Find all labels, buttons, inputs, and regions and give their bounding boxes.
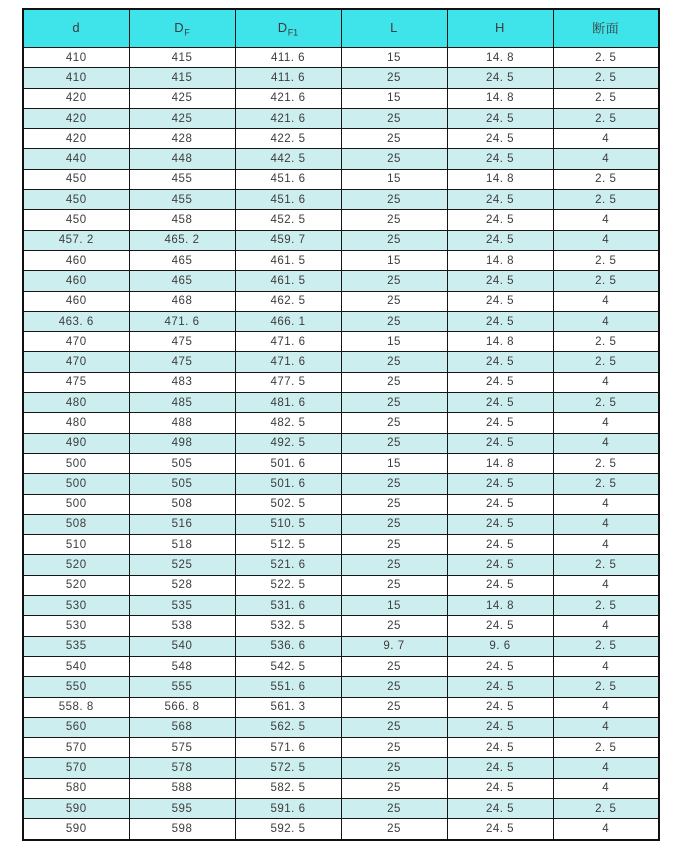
cell-section: 2. 5	[553, 636, 659, 656]
cell-df1: 521. 6	[235, 555, 341, 575]
table-row	[23, 596, 659, 616]
cell-l: 25	[341, 778, 447, 798]
cell-l: 25	[341, 393, 447, 413]
cell-df: 538	[129, 616, 235, 636]
table-row	[23, 108, 659, 128]
cell-h: 24. 5	[447, 311, 553, 331]
cell-df: 588	[129, 778, 235, 798]
cell-df1: 442. 5	[235, 149, 341, 169]
table-body	[23, 48, 659, 840]
cell-d: 580	[23, 778, 129, 798]
cell-df: 475	[129, 332, 235, 352]
cell-d: 450	[23, 190, 129, 210]
dimension-table-wrap	[22, 8, 660, 841]
table-row	[23, 758, 659, 778]
cell-l: 25	[341, 108, 447, 128]
cell-section: 2. 5	[553, 332, 659, 352]
cell-h: 24. 5	[447, 656, 553, 676]
cell-df: 525	[129, 555, 235, 575]
cell-section: 2. 5	[553, 596, 659, 616]
cell-df: 505	[129, 474, 235, 494]
cell-h: 24. 5	[447, 413, 553, 433]
cell-l: 25	[341, 697, 447, 717]
cell-section: 4	[553, 616, 659, 636]
cell-df: 425	[129, 88, 235, 108]
cell-l: 25	[341, 210, 447, 230]
cell-h: 24. 5	[447, 108, 553, 128]
cell-df: 508	[129, 494, 235, 514]
cell-df: 598	[129, 819, 235, 840]
cell-df1: 572. 5	[235, 758, 341, 778]
cell-d: 420	[23, 129, 129, 149]
cell-df1: 571. 6	[235, 738, 341, 758]
cell-df1: 512. 5	[235, 535, 341, 555]
cell-l: 25	[341, 717, 447, 737]
cell-section: 4	[553, 149, 659, 169]
cell-h: 24. 5	[447, 68, 553, 88]
cell-d: 457. 2	[23, 230, 129, 250]
cell-l: 25	[341, 738, 447, 758]
cell-h: 24. 5	[447, 555, 553, 575]
cell-h: 24. 5	[447, 291, 553, 311]
table-row	[23, 555, 659, 575]
cell-d: 500	[23, 474, 129, 494]
cell-section: 4	[553, 311, 659, 331]
header-cell-df1: $D_{F1}$	[235, 9, 341, 48]
cell-section: 2. 5	[553, 352, 659, 372]
cell-h: 24. 5	[447, 433, 553, 453]
cell-df1: 531. 6	[235, 596, 341, 616]
cell-section: 2. 5	[553, 453, 659, 473]
cell-d: 460	[23, 250, 129, 270]
cell-df: 528	[129, 575, 235, 595]
cell-section: 2. 5	[553, 474, 659, 494]
cell-df1: 461. 5	[235, 271, 341, 291]
table-row	[23, 656, 659, 676]
cell-df: 505	[129, 453, 235, 473]
cell-d: 520	[23, 575, 129, 595]
cell-df: 415	[129, 68, 235, 88]
cell-df: 516	[129, 514, 235, 534]
cell-section: 4	[553, 210, 659, 230]
cell-l: 25	[341, 819, 447, 840]
cell-l: 25	[341, 352, 447, 372]
cell-h: 14. 8	[447, 48, 553, 68]
cell-df: 498	[129, 433, 235, 453]
header-cell-l: L	[341, 9, 447, 48]
cell-h: 24. 5	[447, 230, 553, 250]
cell-h: 24. 5	[447, 819, 553, 840]
table-row	[23, 494, 659, 514]
cell-h: 24. 5	[447, 149, 553, 169]
cell-section: 2. 5	[553, 250, 659, 270]
cell-section: 2. 5	[553, 271, 659, 291]
cell-section: 4	[553, 514, 659, 534]
cell-df: 465. 2	[129, 230, 235, 250]
table-row	[23, 738, 659, 758]
cell-l: 25	[341, 575, 447, 595]
table-row	[23, 311, 659, 331]
cell-df: 483	[129, 372, 235, 392]
table-row	[23, 636, 659, 656]
cell-df: 540	[129, 636, 235, 656]
table-row	[23, 271, 659, 291]
cell-section: 4	[553, 778, 659, 798]
cell-df: 425	[129, 108, 235, 128]
cell-df1: 421. 6	[235, 108, 341, 128]
cell-section: 4	[553, 656, 659, 676]
cell-l: 25	[341, 758, 447, 778]
cell-h: 24. 5	[447, 271, 553, 291]
table-header	[23, 9, 659, 48]
cell-df1: 481. 6	[235, 393, 341, 413]
cell-df1: 471. 6	[235, 352, 341, 372]
cell-section: 2. 5	[553, 48, 659, 68]
cell-d: 520	[23, 555, 129, 575]
cell-df1: 477. 5	[235, 372, 341, 392]
cell-df1: 551. 6	[235, 677, 341, 697]
cell-df: 566. 8	[129, 697, 235, 717]
table-row	[23, 291, 659, 311]
dimension-spec-table	[22, 8, 660, 841]
cell-d: 463. 6	[23, 311, 129, 331]
table-row	[23, 68, 659, 88]
header-cell-h: H	[447, 9, 553, 48]
cell-d: 420	[23, 108, 129, 128]
cell-df: 485	[129, 393, 235, 413]
cell-d: 470	[23, 332, 129, 352]
cell-section: 4	[553, 697, 659, 717]
cell-df: 488	[129, 413, 235, 433]
cell-h: 24. 5	[447, 677, 553, 697]
cell-h: 24. 5	[447, 575, 553, 595]
table-row	[23, 453, 659, 473]
cell-section: 4	[553, 758, 659, 778]
cell-df: 465	[129, 250, 235, 270]
cell-l: 25	[341, 677, 447, 697]
cell-d: 420	[23, 88, 129, 108]
cell-df: 595	[129, 798, 235, 818]
table-row	[23, 575, 659, 595]
cell-section: 4	[553, 494, 659, 514]
cell-df1: 542. 5	[235, 656, 341, 676]
cell-d: 410	[23, 48, 129, 68]
cell-df: 428	[129, 129, 235, 149]
cell-df1: 591. 6	[235, 798, 341, 818]
cell-d: 558. 8	[23, 697, 129, 717]
cell-l: 25	[341, 149, 447, 169]
table-row	[23, 48, 659, 68]
cell-d: 475	[23, 372, 129, 392]
cell-section: 4	[553, 819, 659, 840]
cell-d: 508	[23, 514, 129, 534]
table-row	[23, 433, 659, 453]
cell-d: 480	[23, 393, 129, 413]
cell-section: 2. 5	[553, 88, 659, 108]
cell-d: 490	[23, 433, 129, 453]
cell-d: 550	[23, 677, 129, 697]
cell-l: 25	[341, 514, 447, 534]
cell-l: 25	[341, 535, 447, 555]
cell-l: 25	[341, 616, 447, 636]
cell-h: 24. 5	[447, 616, 553, 636]
cell-l: 25	[341, 190, 447, 210]
cell-d: 590	[23, 819, 129, 840]
cell-d: 530	[23, 616, 129, 636]
cell-section: 4	[553, 129, 659, 149]
cell-l: 25	[341, 413, 447, 433]
cell-h: 24. 5	[447, 697, 553, 717]
cell-h: 9. 6	[447, 636, 553, 656]
table-row	[23, 616, 659, 636]
table-row	[23, 798, 659, 818]
cell-d: 500	[23, 453, 129, 473]
header-row	[23, 9, 659, 48]
cell-l: 25	[341, 291, 447, 311]
cell-l: 25	[341, 271, 447, 291]
cell-df1: 411. 6	[235, 48, 341, 68]
cell-section: 4	[553, 372, 659, 392]
table-row	[23, 88, 659, 108]
cell-section: 4	[553, 433, 659, 453]
table-row	[23, 129, 659, 149]
cell-df: 465	[129, 271, 235, 291]
table-row	[23, 149, 659, 169]
cell-l: 25	[341, 656, 447, 676]
cell-df1: 451. 6	[235, 190, 341, 210]
cell-df1: 501. 6	[235, 474, 341, 494]
cell-section: 2. 5	[553, 108, 659, 128]
cell-section: 4	[553, 535, 659, 555]
cell-df1: 422. 5	[235, 129, 341, 149]
cell-l: 25	[341, 68, 447, 88]
cell-h: 24. 5	[447, 372, 553, 392]
cell-d: 540	[23, 656, 129, 676]
cell-h: 24. 5	[447, 393, 553, 413]
cell-l: 25	[341, 129, 447, 149]
table-row	[23, 230, 659, 250]
cell-h: 24. 5	[447, 717, 553, 737]
cell-section: 2. 5	[553, 798, 659, 818]
cell-l: 25	[341, 555, 447, 575]
cell-df1: 452. 5	[235, 210, 341, 230]
cell-d: 410	[23, 68, 129, 88]
cell-df1: 492. 5	[235, 433, 341, 453]
cell-l: 25	[341, 798, 447, 818]
cell-l: 25	[341, 474, 447, 494]
cell-l: 25	[341, 311, 447, 331]
cell-df1: 451. 6	[235, 169, 341, 189]
cell-df1: 466. 1	[235, 311, 341, 331]
cell-h: 24. 5	[447, 474, 553, 494]
cell-l: 9. 7	[341, 636, 447, 656]
cell-df: 555	[129, 677, 235, 697]
cell-df: 475	[129, 352, 235, 372]
cell-h: 24. 5	[447, 494, 553, 514]
cell-l: 25	[341, 230, 447, 250]
cell-df: 548	[129, 656, 235, 676]
cell-df: 568	[129, 717, 235, 737]
table-row	[23, 393, 659, 413]
cell-d: 535	[23, 636, 129, 656]
cell-l: 25	[341, 433, 447, 453]
table-row	[23, 210, 659, 230]
table-row	[23, 677, 659, 697]
cell-d: 460	[23, 291, 129, 311]
cell-h: 24. 5	[447, 535, 553, 555]
table-row	[23, 332, 659, 352]
cell-section: 2. 5	[553, 169, 659, 189]
cell-d: 500	[23, 494, 129, 514]
cell-d: 450	[23, 210, 129, 230]
cell-h: 24. 5	[447, 778, 553, 798]
cell-section: 2. 5	[553, 190, 659, 210]
cell-df: 468	[129, 291, 235, 311]
cell-df: 575	[129, 738, 235, 758]
cell-h: 24. 5	[447, 798, 553, 818]
table-row	[23, 819, 659, 840]
cell-d: 530	[23, 596, 129, 616]
table-row	[23, 474, 659, 494]
cell-d: 460	[23, 271, 129, 291]
cell-section: 2. 5	[553, 555, 659, 575]
cell-l: 15	[341, 169, 447, 189]
cell-section: 2. 5	[553, 738, 659, 758]
cell-df1: 501. 6	[235, 453, 341, 473]
header-cell-df: $D_F$	[129, 9, 235, 48]
table-row	[23, 535, 659, 555]
cell-section: 4	[553, 230, 659, 250]
cell-h: 24. 5	[447, 190, 553, 210]
cell-df1: 561. 3	[235, 697, 341, 717]
cell-df: 448	[129, 149, 235, 169]
cell-d: 590	[23, 798, 129, 818]
table-row	[23, 717, 659, 737]
table-row	[23, 169, 659, 189]
cell-l: 15	[341, 88, 447, 108]
cell-df1: 502. 5	[235, 494, 341, 514]
cell-df1: 459. 7	[235, 230, 341, 250]
cell-df: 471. 6	[129, 311, 235, 331]
cell-section: 4	[553, 575, 659, 595]
cell-d: 560	[23, 717, 129, 737]
cell-d: 510	[23, 535, 129, 555]
header-cell-d: d	[23, 9, 129, 48]
cell-section: 4	[553, 291, 659, 311]
cell-d: 440	[23, 149, 129, 169]
cell-h: 14. 8	[447, 250, 553, 270]
cell-df1: 532. 5	[235, 616, 341, 636]
header-cell-section: 断面	[553, 9, 659, 48]
cell-h: 14. 8	[447, 88, 553, 108]
cell-df1: 482. 5	[235, 413, 341, 433]
cell-section: 2. 5	[553, 393, 659, 413]
cell-h: 24. 5	[447, 129, 553, 149]
cell-df: 415	[129, 48, 235, 68]
table-row	[23, 250, 659, 270]
cell-df: 455	[129, 190, 235, 210]
cell-h: 14. 8	[447, 332, 553, 352]
table-row	[23, 778, 659, 798]
cell-l: 15	[341, 332, 447, 352]
cell-df1: 471. 6	[235, 332, 341, 352]
cell-df1: 462. 5	[235, 291, 341, 311]
cell-df1: 582. 5	[235, 778, 341, 798]
cell-h: 24. 5	[447, 210, 553, 230]
cell-df1: 510. 5	[235, 514, 341, 534]
cell-df: 455	[129, 169, 235, 189]
cell-df1: 536. 6	[235, 636, 341, 656]
cell-d: 570	[23, 738, 129, 758]
cell-df: 578	[129, 758, 235, 778]
cell-df1: 411. 6	[235, 68, 341, 88]
cell-d: 470	[23, 352, 129, 372]
cell-l: 15	[341, 250, 447, 270]
cell-section: 2. 5	[553, 677, 659, 697]
cell-l: 25	[341, 372, 447, 392]
cell-h: 24. 5	[447, 352, 553, 372]
cell-df1: 522. 5	[235, 575, 341, 595]
cell-df1: 592. 5	[235, 819, 341, 840]
cell-section: 2. 5	[553, 68, 659, 88]
cell-l: 15	[341, 453, 447, 473]
table-row	[23, 352, 659, 372]
cell-l: 15	[341, 48, 447, 68]
cell-h: 24. 5	[447, 738, 553, 758]
cell-df1: 461. 5	[235, 250, 341, 270]
cell-section: 4	[553, 413, 659, 433]
cell-l: 15	[341, 596, 447, 616]
cell-h: 24. 5	[447, 514, 553, 534]
table-row	[23, 413, 659, 433]
cell-l: 25	[341, 494, 447, 514]
cell-df1: 562. 5	[235, 717, 341, 737]
cell-df1: 421. 6	[235, 88, 341, 108]
table-row	[23, 190, 659, 210]
cell-h: 14. 8	[447, 453, 553, 473]
table-row	[23, 697, 659, 717]
cell-df: 535	[129, 596, 235, 616]
cell-df: 518	[129, 535, 235, 555]
cell-d: 450	[23, 169, 129, 189]
cell-h: 24. 5	[447, 758, 553, 778]
table-row	[23, 514, 659, 534]
cell-d: 480	[23, 413, 129, 433]
table-row	[23, 372, 659, 392]
cell-h: 14. 8	[447, 169, 553, 189]
cell-df: 458	[129, 210, 235, 230]
cell-h: 14. 8	[447, 596, 553, 616]
cell-d: 570	[23, 758, 129, 778]
cell-section: 4	[553, 717, 659, 737]
